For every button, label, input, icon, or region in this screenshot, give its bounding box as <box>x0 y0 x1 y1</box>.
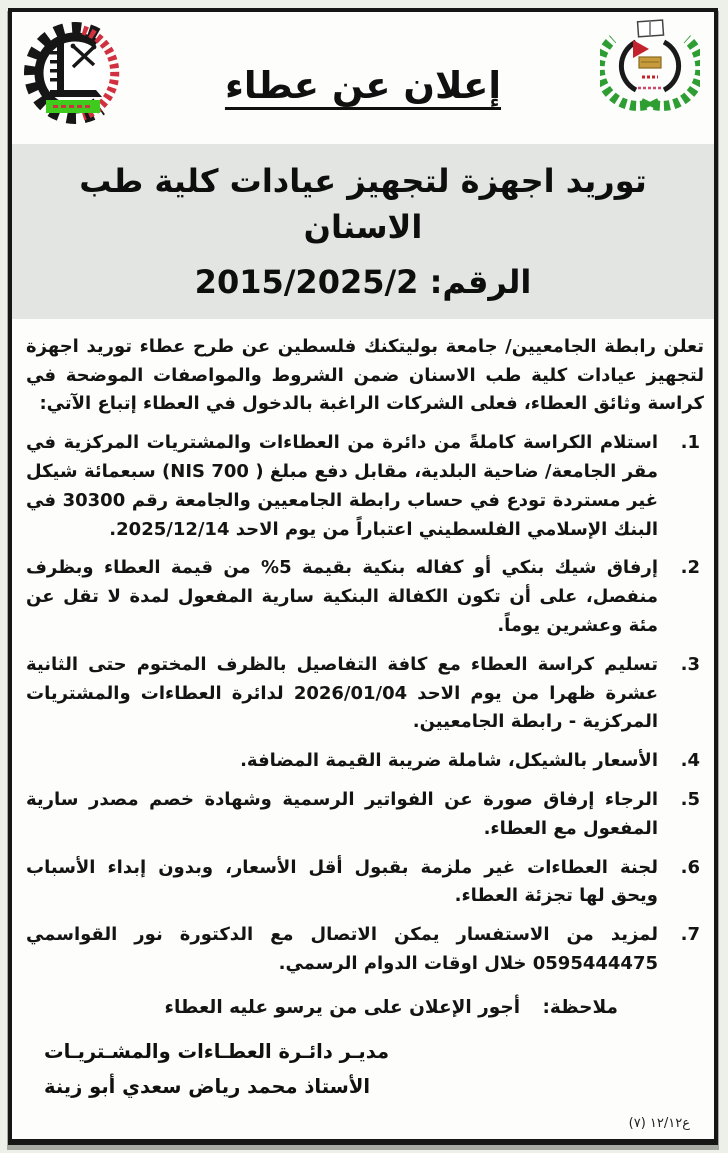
intro-paragraph: تعلن رابطة الجامعيين/ جامعة بوليتكنك فلسطين عن طرح عطاء توريد اجهزة لتجهيز عيادات كلية طب الاسنان ضمن الشروط والمواصفات الموضحة في كراسة وثائق العطاء، فعلى الشركات الراغبة بالدخول في العطاء إتباع الآتي: <box>26 335 704 415</box>
signature-name: الأستاذ محمد رياض سعدي أبو زينة <box>44 1075 371 1099</box>
note-line <box>26 993 618 1023</box>
item-text: إرفاق شيك بنكي أو كفاله بنكية بقيمة 5% من قيمة العطاء وبظرف منفصل، على أن تكون الكفالة البنكية سارية المفعول لمدة لا تقل عن مئة وعشرين يوماً. <box>26 557 659 636</box>
body-text <box>12 319 714 1105</box>
polytechnic-gear-logo-icon <box>20 18 134 128</box>
tender-item-5 <box>26 786 704 844</box>
header <box>12 12 714 144</box>
item-number: 1. <box>680 432 700 454</box>
item-number: 4. <box>680 750 700 772</box>
ad-reference-code: ع١٢/١٢ (٧) <box>628 1116 690 1131</box>
advert-frame <box>8 8 718 1145</box>
signature-title: مديـر دائـرة العطـاءات والمشـتريـات <box>44 1040 390 1064</box>
tender-number: الرقم: 2015/2025/2 <box>194 262 532 301</box>
item-number: 6. <box>680 856 700 878</box>
tender-banner <box>12 144 714 319</box>
tender-item-6 <box>26 854 704 912</box>
tender-item-7 <box>26 921 704 979</box>
tender-item-1 <box>26 429 704 544</box>
item-text: الأسعار بالشيكل، شاملة ضريبة القيمة المضافة. <box>240 750 658 772</box>
tender-item-2 <box>26 554 704 640</box>
note-label: ملاحظة: <box>542 996 618 1018</box>
tender-item-3 <box>26 651 704 737</box>
page-title: إعلان عن عطاء <box>224 64 502 107</box>
item-text: لمزيد من الاستفسار يمكن الاتصال مع الدكتورة نور القواسمي 0595444475 خلال اوقات الدوام الرسمي. <box>26 924 658 974</box>
item-text: الرجاء إرفاق صورة عن الفواتير الرسمية وشهادة خصم مصدر سارية المفعول مع العطاء. <box>26 788 658 839</box>
graduates-union-wreath-logo-icon <box>600 14 700 112</box>
tender-item-4 <box>26 747 704 776</box>
note-text: أجور الإعلان على من يرسو عليه العطاء <box>164 996 521 1018</box>
item-text: لجنة العطاءات غير ملزمة بقبول أقل الأسعار، وبدون إبداء الأسباب ويحق لها تجزئة العطاء. <box>26 856 658 907</box>
item-number: 5. <box>680 788 700 810</box>
item-number: 7. <box>680 924 700 946</box>
item-text: استلام الكراسة كاملةً من دائرة من العطاءات والمشتريات المركزية في مقر الجامعة/ ضاحية البلدية، مقابل دفع مبلغ ‪(NIS 700 )‬ سبعمائة شيكل غير مستردة تودع في حساب رابطة الجامعيين والجامعة رقم 30300 في البنك الإسلامي الفلسطيني اعتباراً من يوم الاحد 2025/12/14. <box>26 432 658 540</box>
item-number: 3. <box>680 653 700 675</box>
item-number: 2. <box>680 557 700 579</box>
signature-block <box>26 1034 704 1104</box>
item-text: تسليم كراسة العطاء مع كافة التفاصيل بالظرف المختوم حتى الثانية عشرة ظهرا من يوم الاحد 2026/01/04 لدائرة العطاءات والمشتريات المركزية - رابطة الجامعيين. <box>26 653 658 733</box>
tender-subject: توريد اجهزة لتجهيز عيادات كلية طب الاسنان <box>79 162 647 247</box>
